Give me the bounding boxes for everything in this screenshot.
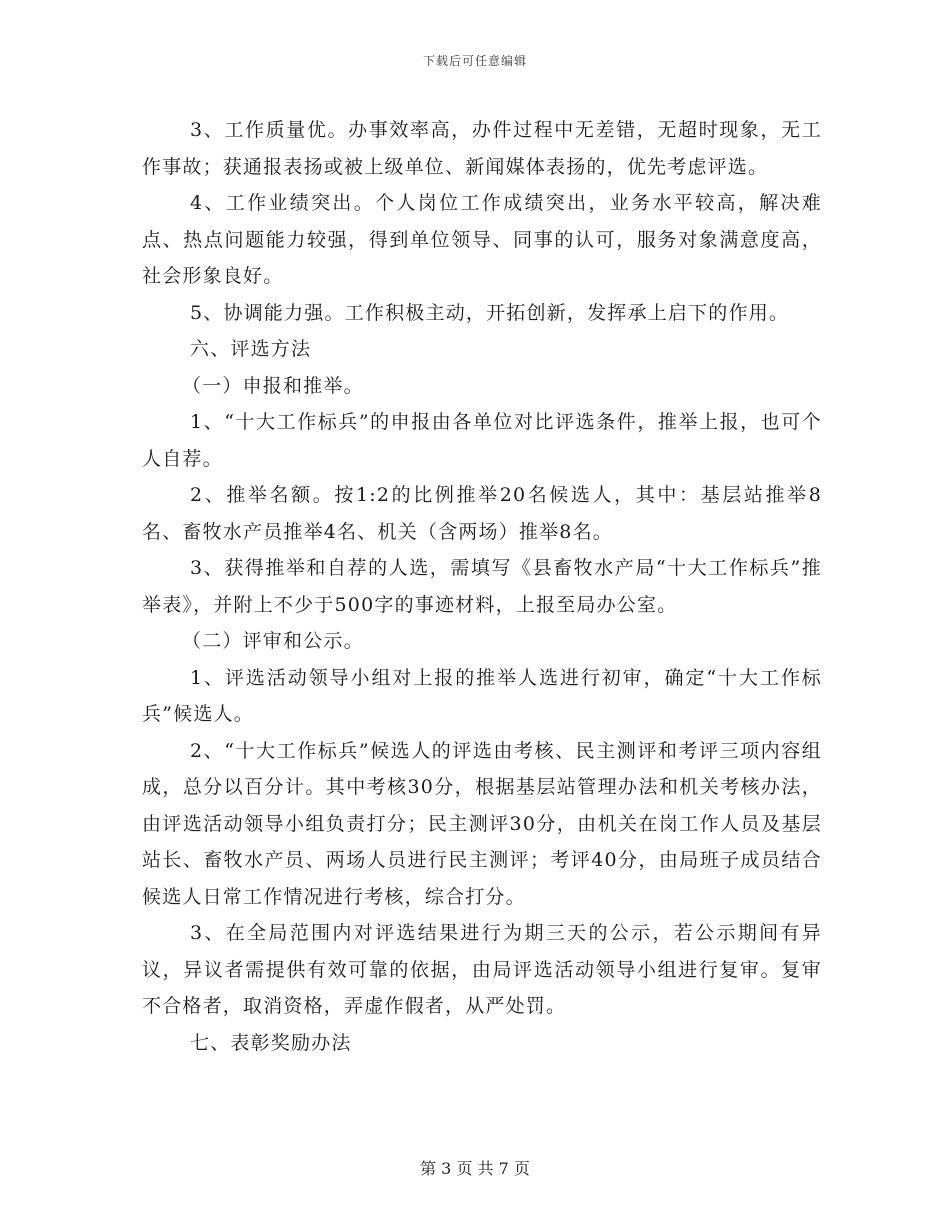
subsection-heading-nomination: （一）申报和推举。 — [182, 374, 364, 397]
paragraph-nomination-2: 2、推举名额。按1:2的比例推举20名候选人，其中：基层站推举8名、畜牧水产员推举4名、机关（含两场）推举8名。 — [142, 484, 822, 543]
section-heading-selection-method: 六、评选方法 — [190, 338, 312, 360]
paragraph-nomination-1: 1、“十大工作标兵”的申报由各单位对比评选条件，推举上报，也可个人自荐。 — [142, 411, 822, 470]
paragraph-nomination-3: 3、获得推举和自荐的人选，需填写《县畜牧水产局“十大工作标兵”推举表》，并附上不少于500字的事迹材料，上报至局办公室。 — [142, 557, 822, 616]
subsection-heading-review: （二）评审和公示。 — [182, 630, 364, 652]
section-heading-rewards: 七、表彰奖励办法 — [190, 1031, 352, 1054]
paragraph-review-3: 3、在全局范围内对评选结果进行为期三天的公示，若公示期间有异议，异议者需提供有效可靠的依据，由局评选活动领导小组进行复审。复审不合格者，取消资格，弄虚作假者，从严处罚。 — [142, 922, 822, 1017]
paragraph-review-2: 2、“十大工作标兵”候选人的评选由考核、民主测评和考评三项内容组成，总分以百分计。其中考核30分，根据基层站管理办法和机关考核办法，由评选活动领导小组负责打分；民主测评30分，由机关在岗工作人员及基层站长、畜牧水产员、两场人员进行民主测评；考评40分，由局班子成员结合候选人日常工作情况进行考核，综合打分。 — [142, 739, 822, 908]
page-header: 下载后可任意编辑 — [422, 54, 527, 68]
paragraph-criteria-5: 5、协调能力强。工作积极主动，开拓创新，发挥承上启下的作用。 — [190, 301, 790, 324]
paragraph-review-1: 1、评选活动领导小组对上报的推举人选进行初审，确定“十大工作标兵”候选人。 — [142, 666, 822, 725]
paragraph-criteria-3: 3、工作质量优。办事效率高，办件过程中无差错，无超时现象，无工作事故；获通报表扬或被上级单位、新闻媒体表扬的，优先考虑评选。 — [142, 119, 822, 178]
page-number-footer: 第 3 页 共 7 页 — [420, 1159, 530, 1178]
document-body — [142, 112, 822, 1061]
paragraph-criteria-4: 4、工作业绩突出。个人岗位工作成绩突出，业务水平较高，解决难点、热点问题能力较强，得到单位领导、同事的认可，服务对象满意度高，社会形象良好。 — [142, 192, 822, 287]
